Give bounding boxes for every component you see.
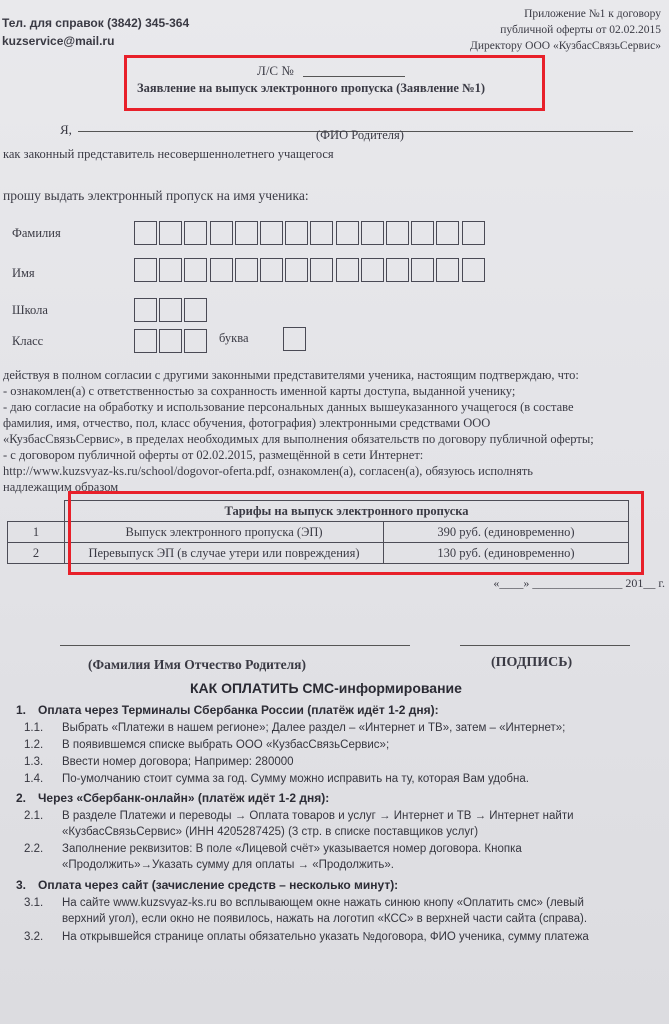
representative-text: как законный представитель несовершеннолетнего учащегося xyxy=(3,147,334,161)
payment-item-text: В появившемся списке выбрать ООО «КузбасСвязьСервис»; xyxy=(62,739,390,751)
tariff-title: Тарифы на выпуск электронного пропуска xyxy=(65,501,629,522)
letter-cell xyxy=(336,258,359,282)
parent-signature-fio-line xyxy=(60,645,410,646)
appendix-line-3: Директору ООО «КузбасСвязьСервис» xyxy=(470,40,661,52)
payment-item-text: На сайте www.kuzsvyaz-ks.ru во всплывающем окне нажать синюю кнопу «Оплатить смс» (левый xyxy=(62,897,584,909)
payment-item-text: По-умолчанию стоит сумма за год. Сумму можно исправить на ту, которая Вам удобна. xyxy=(62,773,529,785)
letter-cell xyxy=(184,258,207,282)
letter-cell xyxy=(159,221,182,245)
payment-item-num: 2.2. xyxy=(24,843,44,855)
appendix-line-1: Приложение №1 к договору xyxy=(524,8,661,20)
payment-section-num: 2. xyxy=(16,791,27,805)
page-title: Заявление на выпуск электронного пропуска (Заявление №1) xyxy=(137,81,486,95)
payment-item-text: В разделе Платежи и переводы → Оплата товаров и услуг → Интернет и ТВ → Интернет найти xyxy=(62,810,574,822)
letter-cell xyxy=(411,221,434,245)
signature-fio-caption: (Фамилия Имя Отчество Родителя) xyxy=(88,657,306,672)
letter-cell xyxy=(436,221,459,245)
tariff-price: 130 руб. (единовременно) xyxy=(384,543,629,564)
consent-line-2: - ознакомлен(а) с ответственностью за сохранность именной карты доступа, выданной ученику; xyxy=(3,384,516,398)
consent-line-6: - с договором публичной оферты от 02.02.2015, размещённой в сети Интернет: xyxy=(3,448,424,462)
tariff-service: Перевыпуск ЭП (в случае утери или повреждения) xyxy=(65,543,384,564)
letter-box xyxy=(283,327,306,351)
consent-line-8: надлежащим образом xyxy=(3,480,119,494)
letter-cell xyxy=(184,298,207,322)
payment-item-text-cont: «Продолжить»→Указать сумму для оплаты → «Продолжить». xyxy=(62,859,394,871)
surname-label: Фамилия xyxy=(12,226,61,240)
letter-cell xyxy=(260,221,283,245)
letter-cell xyxy=(386,258,409,282)
payment-section-num: 1. xyxy=(16,703,27,717)
payment-item-num: 1.3. xyxy=(24,756,44,768)
letter-cell xyxy=(159,329,182,353)
payment-item-num: 1.1. xyxy=(24,722,44,734)
letter-cell xyxy=(462,258,485,282)
letter-cell xyxy=(285,221,308,245)
signature-caption: (ПОДПИСЬ) xyxy=(491,655,573,670)
class-label: Класс xyxy=(12,334,44,348)
letter-cell xyxy=(159,258,182,282)
payment-section-num: 3. xyxy=(16,878,27,892)
signature-line xyxy=(460,645,630,646)
name-label: Имя xyxy=(12,266,35,280)
payment-section-title: Через «Сбербанк-онлайн» (платёж идёт 1-2 дня): xyxy=(38,791,330,805)
letter-cell xyxy=(184,329,207,353)
school-label: Школа xyxy=(12,303,48,317)
parent-fio-caption: (ФИО Родителя) xyxy=(316,128,404,142)
tariff-row-num: 2 xyxy=(8,543,65,564)
consent-line-5: «КузбасСвязьСервис», в пределах необходимых для выполнения обязательств по договору публичной оферты; xyxy=(3,432,594,446)
consent-line-7: http://www.kuzsvyaz-ks.ru/school/dogovor-oferta.pdf, ознакомлен(а), согласен(а), обязуюсь исполнять xyxy=(3,464,533,478)
payment-item-num: 3.2. xyxy=(24,931,44,943)
letter-cell xyxy=(386,221,409,245)
payment-section-title: Оплата через Терминалы Сбербанка России (платёж идёт 1-2 дня): xyxy=(38,703,439,717)
tariff-service: Выпуск электронного пропуска (ЭП) xyxy=(65,522,384,543)
letter-cell xyxy=(134,329,157,353)
consent-line-4: фамилия, имя, отчество, пол, класс обучения, фотография) электронными средствами ООО xyxy=(3,416,491,430)
letter-cell xyxy=(235,258,258,282)
payment-section-title: Оплата через сайт (зачисление средств – несколько минут): xyxy=(38,878,399,892)
date-line: «____» _______________ 201__ г. xyxy=(493,576,665,590)
letter-cell xyxy=(310,258,333,282)
consent-line-1: действуя в полном согласии с другими законными представителями ученика, настоящим подтверждаю, что: xyxy=(3,368,579,382)
payment-item-num: 2.1. xyxy=(24,810,44,822)
letter-cell xyxy=(336,221,359,245)
letter-cell xyxy=(210,258,233,282)
tariff-price: 390 руб. (единовременно) xyxy=(384,522,629,543)
letter-cell xyxy=(411,258,434,282)
letter-cell xyxy=(260,258,283,282)
payment-item-text-cont: верхний угол), если окно не появилось, нажать на логотип «КСС» в верхней части сайта (справа). xyxy=(62,913,588,925)
letter-cell xyxy=(310,221,333,245)
i-label: Я, xyxy=(60,122,72,137)
request-text: прошу выдать электронный пропуск на имя ученика: xyxy=(3,188,309,203)
letter-cell xyxy=(134,298,157,322)
letter-cell xyxy=(361,221,384,245)
account-label: Л/С № xyxy=(257,63,294,78)
account-number-line xyxy=(303,76,405,77)
phone-text: Тел. для справок (3842) 345-364 xyxy=(2,16,190,30)
payment-heading: КАК ОПЛАТИТЬ СМС-информирование xyxy=(190,680,462,696)
letter-cell xyxy=(436,258,459,282)
email-text: kuzservice@mail.ru xyxy=(2,34,115,48)
payment-item-text: Ввести номер договора; Например: 280000 xyxy=(62,756,294,768)
payment-item-num: 1.4. xyxy=(24,773,44,785)
letter-cell xyxy=(235,221,258,245)
consent-line-3: - даю согласие на обработку и использование персональных данных вышеуказанного учащегося (в составе xyxy=(3,400,574,414)
letter-cell xyxy=(159,298,182,322)
payment-item-num: 3.1. xyxy=(24,897,44,909)
letter-cell xyxy=(134,258,157,282)
payment-item-text: Выбрать «Платежи в нашем регионе»; Далее раздел – «Интернет и ТВ», затем – «Интернет»; xyxy=(62,722,566,734)
tariff-row-num: 1 xyxy=(8,522,65,543)
tariff-highlight-box xyxy=(68,491,644,575)
letter-cell xyxy=(285,258,308,282)
letter-cell xyxy=(361,258,384,282)
payment-item-text: На открывшейся странице оплаты обязательно указать №договора, ФИО ученика, сумму платежа xyxy=(62,931,589,943)
letter-cell xyxy=(134,221,157,245)
payment-item-text: Заполнение реквизитов: В поле «Лицевой счёт» указывается номер договора. Кнопка xyxy=(62,843,522,855)
letter-label: буква xyxy=(219,331,249,345)
payment-item-text-cont: «КузбасСвязьСервис» (ИНН 4205287425) (3 стр. в списке поставщиков услуг) xyxy=(62,826,479,838)
letter-cell xyxy=(210,221,233,245)
letter-cell xyxy=(462,221,485,245)
appendix-line-2: публичной оферты от 02.02.2015 xyxy=(500,24,661,36)
letter-cell xyxy=(184,221,207,245)
payment-item-num: 1.2. xyxy=(24,739,44,751)
